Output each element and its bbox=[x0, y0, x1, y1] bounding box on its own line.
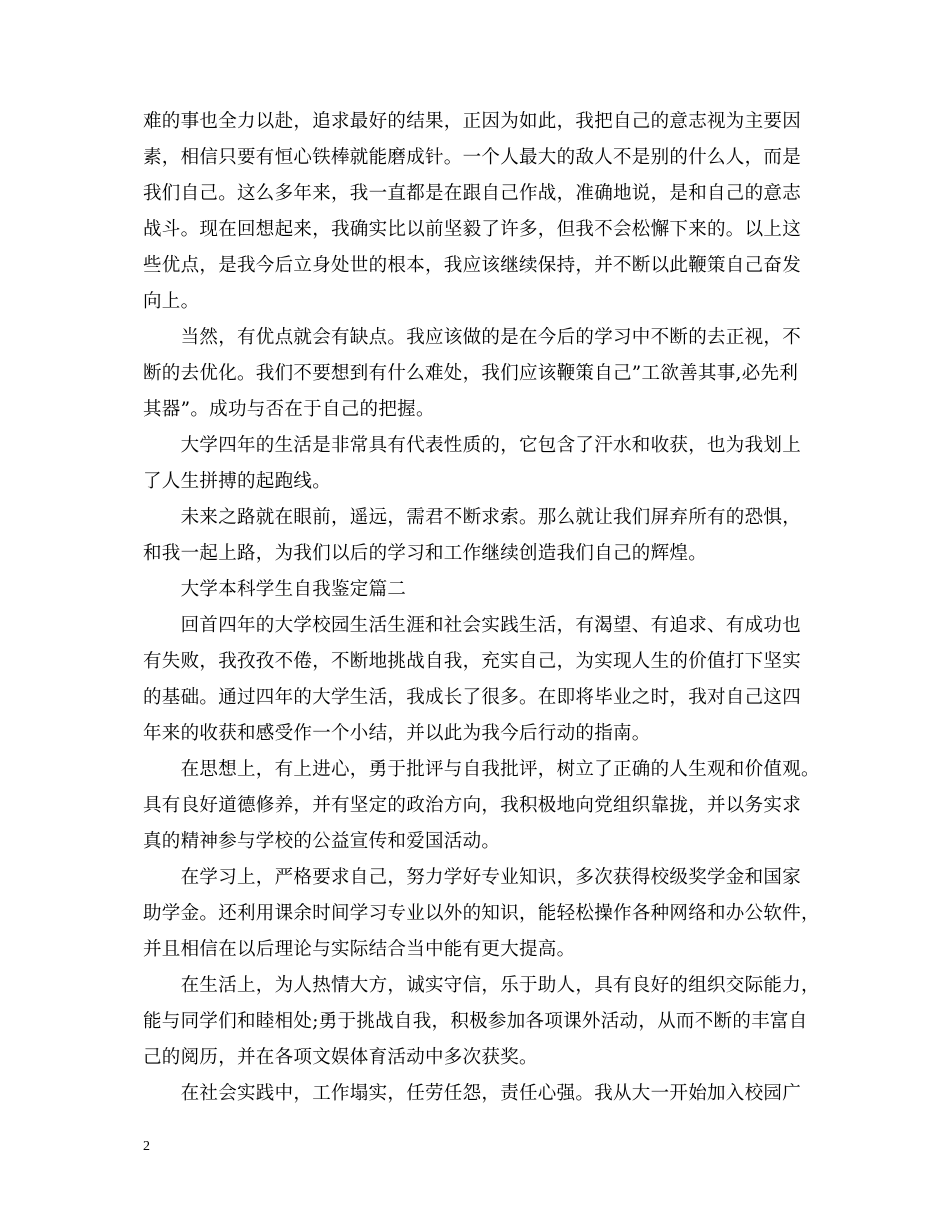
text-line: 当然，有优点就会有缺点。我应该做的是在今后的学习中不断的去正视，不 bbox=[143, 327, 802, 348]
text-line: 在社会实践中，工作塌实，任劳任怨，责任心强。我从大一开始加入校园广 bbox=[143, 1083, 802, 1104]
text-line: 在学习上，严格要求自己，努力学好专业知识，多次获得校级奖学金和国家 bbox=[143, 867, 802, 888]
text-line: 和我一起上路，为我们以后的学习和工作继续创造我们自己的辉煌。 bbox=[143, 543, 708, 564]
text-line: 回首四年的大学校园生活生涯和社会实践生活，有渴望、有追求、有成功也 bbox=[143, 615, 802, 636]
text-line: 的基础。通过四年的大学生活，我成长了很多。在即将毕业之时，我对自己这四 bbox=[143, 687, 802, 708]
text-line: 断的去优化。我们不要想到有什么难处，我们应该鞭策自己”工欲善其事,必先利 bbox=[143, 363, 799, 384]
text-line: 己的阅历，并在各项文娱体育活动中多次获奖。 bbox=[143, 1047, 538, 1068]
text-line: 能与同学们和睦相处;勇于挑战自我，积极参加各项课外活动，从而不断的丰富自 bbox=[143, 1011, 808, 1032]
text-line: 难的事也全力以赴，追求最好的结果，正因为如此，我把自己的意志视为主要因 bbox=[143, 111, 802, 132]
text-line: 了人生拼搏的起跑线。 bbox=[143, 471, 332, 492]
text-line: 年来的收获和感受作一个小结，并以此为我今后行动的指南。 bbox=[143, 723, 651, 744]
text-line: 在思想上，有上进心，勇于批评与自我批评，树立了正确的人生观和价值观。 bbox=[143, 759, 820, 780]
text-line: 向上。 bbox=[143, 291, 200, 312]
text-line: 有失败，我孜孜不倦，不断地挑战自我，充实自己，为实现人生的价值打下坚实 bbox=[143, 651, 802, 672]
text-line: 其器”。成功与否在于自己的把握。 bbox=[143, 399, 435, 420]
text-line: 些优点，是我今后立身处世的根本，我应该继续保持，并不断以此鞭策自己奋发 bbox=[143, 255, 802, 276]
text-line: 战斗。现在回想起来，我确实比以前坚毅了许多，但我不会松懈下来的。以上这 bbox=[143, 219, 802, 240]
text-line: 真的精神参与学校的公益宣传和爱国活动。 bbox=[143, 831, 501, 852]
section-heading: 大学本科学生自我鉴定篇二 bbox=[143, 579, 407, 600]
text-line: 助学金。还利用课余时间学习专业以外的知识，能轻松操作各种网络和办公软件， bbox=[143, 903, 820, 924]
text-line: 具有良好道德修养，并有坚定的政治方向，我积极地向党组织靠拢，并以务实求 bbox=[143, 795, 802, 816]
text-line: 素，相信只要有恒心铁棒就能磨成针。一个人最大的敌人不是别的什么人，而是 bbox=[143, 147, 802, 168]
text-line: 大学四年的生活是非常具有代表性质的，它包含了汗水和收获，也为我划上 bbox=[143, 435, 802, 456]
text-line: 在生活上，为人热情大方，诚实守信，乐于助人，具有良好的组织交际能力， bbox=[143, 975, 820, 996]
text-line: 并且相信在以后理论与实际结合当中能有更大提高。 bbox=[143, 939, 576, 960]
text-line: 未来之路就在眼前，遥远，需君不断求索。那么就让我们屏弃所有的恐惧， bbox=[143, 507, 802, 528]
text-line: 我们自己。这么多年来，我一直都是在跟自己作战，准确地说，是和自己的意志 bbox=[143, 183, 802, 204]
page-number: 2 bbox=[143, 1139, 150, 1154]
